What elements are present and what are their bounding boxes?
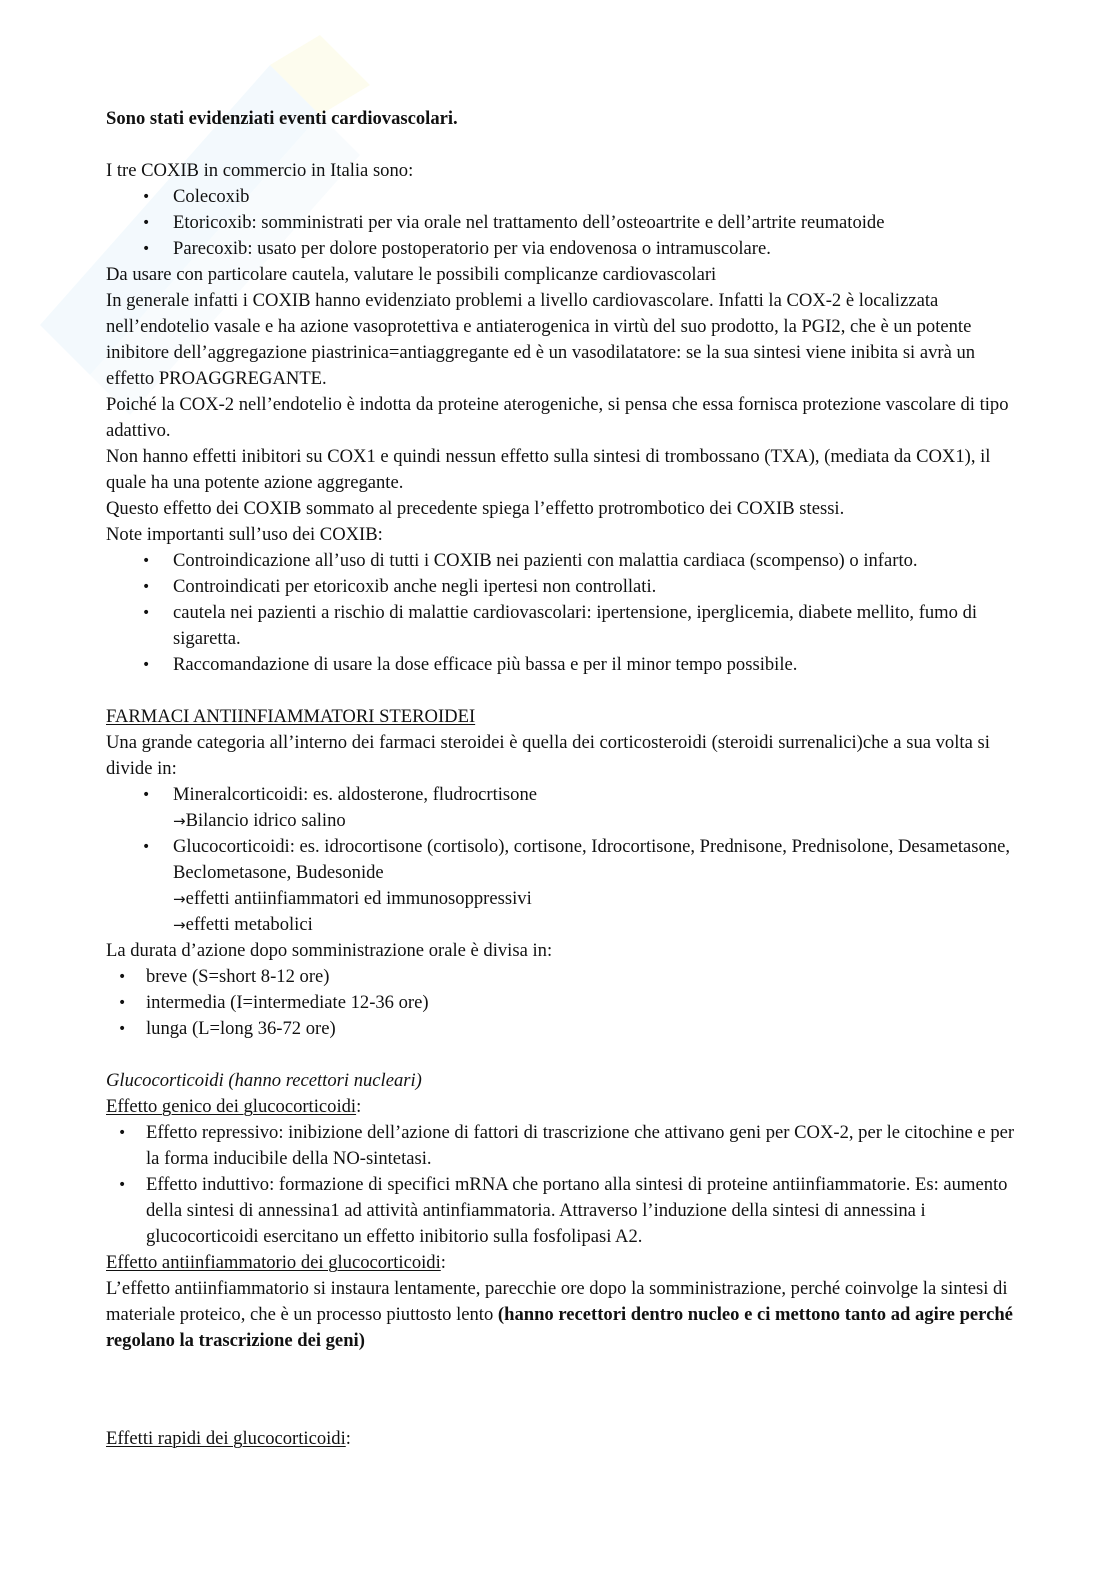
paragraph [106,1276,1016,1354]
list-item: • Colecoxib [106,184,1016,210]
list-item: • intermedia (I=intermediate 12-36 ore) [106,990,1016,1016]
mineralcorticoidi-text: Mineralcorticoidi: es. aldosterone, fludrocrtisone [173,784,538,805]
arrow-icon: → [173,890,186,908]
list-item [106,834,1016,938]
colon: : [440,1252,446,1273]
coxib-list [106,184,1016,262]
coxib-intro: I tre COXIB in commercio in Italia sono: [106,160,414,181]
subheading [106,1094,1016,1120]
paragraph: Non hanno effetti inibitori su COX1 e quindi nessun effetto sulla sintesi di trombossano (TXA), (mediata da COX1), il quale ha una potente azione aggregante. [106,446,991,493]
colon: : [356,1096,362,1117]
antiinf-text: L’effetto antiinfiammatorio si instaura lentamente, parecchie ore dopo la somministrazione, perché coinvolge la sintesi di materiale proteico, che è un processo piuttosto lento [106,1278,1008,1325]
paragraph: La durata d’azione dopo somministrazione orale è divisa in: [106,940,553,961]
coxib-notes-list [106,548,1016,678]
paragraph: Note importanti sull’uso dei COXIB: [106,524,383,545]
arrow-icon: → [173,916,186,934]
glucocorticoidi-title: Glucocorticoidi (hanno recettori nucleari) [106,1070,422,1091]
list-item: • lunga (L=long 36-72 ore) [106,1016,1016,1042]
paragraph: Una grande categoria all’interno dei farmaci steroidei è quella dei corticosteroidi (steroidi surrenalici)che a sua volta si divide in: [106,732,990,779]
list-item [106,782,1016,834]
paragraph: Poiché la COX-2 nell’endotelio è indotta da proteine aterogeniche, si pensa che essa fornisca protezione vascolare di tipo adattivo. [106,394,1009,441]
list-item: • breve (S=short 8-12 ore) [106,964,1016,990]
list-item: • Raccomandazione di usare la dose efficace più bassa e per il minor tempo possibile. [106,652,1016,678]
section-heading-cardiovascular: Sono stati evidenziati eventi cardiovascolari. [106,108,458,129]
glucocorticoidi-text: Glucocorticoidi: es. idrocortisone (cortisolo), cortisone, Idrocortisone, Prednisone, Prednisolone, Desametasone, Beclometasone, Budesonide [173,836,1011,883]
list-item: • Controindicati per etoricoxib anche negli ipertesi non controllati. [106,574,1016,600]
arrow-line [173,886,1016,912]
antiinf-bold-text: (hanno recettori dentro nucleo e ci mettono tanto ad agire perché regolano la trascrizione dei geni) [106,1304,1013,1351]
genico-list [106,1120,1016,1250]
paragraph: In generale infatti i COXIB hanno evidenziato problemi a livello cardiovascolare. Infatti la COX-2 è localizzata nell’endotelio vasale e ha azione vasoprotettiva e antiaterogenica in virtù del suo prodotto, la PGI2, che è un potente inibitore dell’aggregazione piastrinica=antiaggregante ed è un vasodilatatore: se la sua sintesi viene inibita si avrà un effetto PROAGGREGANTE. [106,290,976,389]
effetto-genico-heading: Effetto genico dei glucocorticoidi [106,1096,357,1117]
arrow-text: effetti metabolici [185,914,313,935]
arrow-line [173,808,1016,834]
document-page [106,106,1016,1452]
arrow-text: effetti antiinfiammatori ed immunosoppressivi [185,888,532,909]
arrow-icon: → [173,812,186,830]
list-item: • Effetto repressivo: inibizione dell’azione di fattori di trascrizione che attivano geni per COX-2, per le citochine e per la forma inducibile della NO-sintetasi. [106,1120,1016,1172]
corticosteroid-list [106,782,1016,938]
list-item: • Effetto induttivo: formazione di specifici mRNA che portano alla sintesi di proteine antiinfiammatorie. Es: aumento della sintesi di annessina1 ad attività antinfiammatoria. Attraverso l’induzione della sintesi di annessina i glucocorticoidi esercitano un effetto inibitorio sulla fosfolipasi A2. [106,1172,1016,1250]
list-item: • Parecoxib: usato per dolore postoperatorio per via endovenosa o intramuscolare. [106,236,1016,262]
section-heading-steroidei: FARMACI ANTIINFIAMMATORI STEROIDEI [106,706,476,727]
list-item: • cautela nei pazienti a rischio di malattie cardiovascolari: ipertensione, iperglicemia, diabete mellito, fumo di sigaretta. [106,600,1016,652]
durata-list [106,964,1016,1042]
arrow-text: Bilancio idrico salino [185,810,346,831]
subheading [106,1426,1016,1452]
paragraph: Questo effetto dei COXIB sommato al precedente spiega l’effetto protrombotico dei COXIB stessi. [106,498,845,519]
subheading [106,1250,1016,1276]
paragraph: Da usare con particolare cautela, valutare le possibili complicanze cardiovascolari [106,264,717,285]
colon: : [345,1428,351,1449]
arrow-line [173,912,1016,938]
list-item: • Controindicazione all’uso di tutti i COXIB nei pazienti con malattia cardiaca (scompenso) o infarto. [106,548,1016,574]
effetti-rapidi-heading: Effetti rapidi dei glucocorticoidi [106,1428,346,1449]
list-item: • Etoricoxib: somministrati per via orale nel trattamento dell’osteoartrite e dell’artrite reumatoide [106,210,1016,236]
effetto-antiinfiammatorio-heading: Effetto antiinfiammatorio dei glucocorticoidi [106,1252,441,1273]
